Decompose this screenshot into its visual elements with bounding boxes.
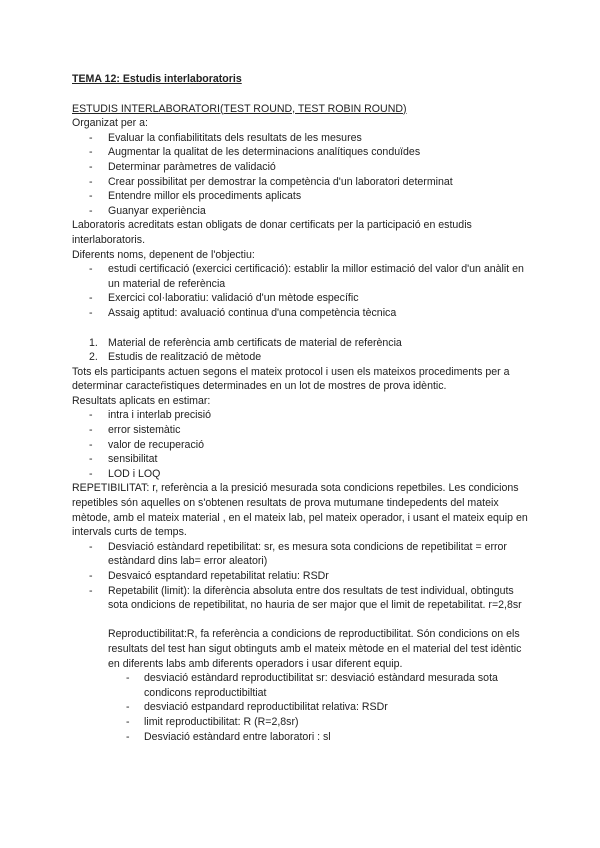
list-item: - Guanyar experiència xyxy=(72,204,532,219)
item-text: Estudis de realització de mètode xyxy=(108,351,262,364)
item-number: 2. xyxy=(89,351,98,364)
item-text: Material de referència amb certificats de material de referència xyxy=(108,336,402,349)
results-intro: Resultats aplicats en estimar: xyxy=(72,394,211,407)
list-item: - Desviació estàndard entre laboratori : sl xyxy=(72,730,532,745)
repetibility-list xyxy=(72,540,532,613)
list-item: - Desvaicó esptandard repetabilitat relatiu: RSDr xyxy=(72,569,532,584)
list-item: - Determinar paràmetres de validació xyxy=(72,160,532,175)
participants-paragraph: Tots els participants actuen segons el mateix protocol i usen els mateixos procediments per a determinar caracteŕistiques determinades en un lot de mostres de prova idèntic. xyxy=(72,365,510,393)
list-item: - Crear possibilitat per demostrar la competència d'un laboratori determinat xyxy=(72,175,532,190)
list-item: - limit reproductibilitat: R (R=2,8sr) xyxy=(72,715,532,730)
repetibility-paragraph: REPETIBILITAT: r, referència a la presició mesurada sota condicions repetbiles. Les condicions repetibles són aquelles on s'obtenen resultats de prova mutumane tindepedents del mateix mètode, amb el mateix material , en el mateix lab, pel mateix operador, i usant el mateix equip en intervals curts de temps. xyxy=(72,482,528,539)
document-title: TEMA 12: Estudis interlaboratoris xyxy=(72,73,242,85)
list-item: - valor de recuperació xyxy=(72,438,532,453)
reproducibility-paragraph: Reproductibilitat:R, fa referència a condicions de reproductibilitat. Són condicions on els resultats del test han sigut obtinguts amb el mateix mètode en el material del test idèntic en diferents labs amb diferents operadors i usar diferent equip. xyxy=(108,628,522,670)
list-item: - sensibilitat xyxy=(72,452,532,467)
results-list xyxy=(72,408,532,481)
section-heading: ESTUDIS INTERLABORATORI(TEST ROUND, TEST ROBIN ROUND) xyxy=(72,102,407,115)
organized-intro: Organizat per a: xyxy=(72,117,148,130)
document-content xyxy=(72,72,532,744)
organized-list xyxy=(72,131,532,219)
list-item: - intra i interlab precisió xyxy=(72,408,532,423)
numbered-item xyxy=(72,350,532,365)
list-item: - Assaig aptitud: avaluació continua d'una competència tècnica xyxy=(72,306,532,321)
blank-line xyxy=(72,613,532,628)
list-item: - LOD i LOQ xyxy=(72,467,532,482)
list-item: - desviació estàndard reproductibilitat sr: desviació estàndard mesurada sota condicons reproductibiltiat xyxy=(72,671,532,700)
names-intro: Diferents noms, depenent de l'objectiu: xyxy=(72,248,255,261)
names-list xyxy=(72,262,532,320)
accredited-paragraph: Laboratoris acreditats estan obligats de donar certificats per la participació en estudis interlaboratoris. xyxy=(72,219,472,246)
list-item: - error sistemàtic xyxy=(72,423,532,438)
reproducibility-list xyxy=(72,671,532,744)
numbered-list xyxy=(72,336,532,365)
list-item: - Desviació estàndard repetibilitat: sr, es mesura sota condicions de repetibilitat = error estàndard dins lab= error aleatori) xyxy=(72,540,532,569)
list-item: - Repetabilit (limit): la diferència absoluta entre dos resultats de test individual, obtinguts sota ondicions de repetibilitat, no hauria de ser major que el limit de repetabilitat. r=2,8sr xyxy=(72,584,532,613)
list-item: - Evaluar la confiabilititats dels resultats de les mesures xyxy=(72,131,532,146)
numbered-item xyxy=(72,336,532,351)
list-item: - Entendre millor els procediments aplicats xyxy=(72,189,532,204)
list-item: - Augmentar la qualitat de les determinacions analítiques conduïdes xyxy=(72,145,532,160)
item-number: 1. xyxy=(89,336,98,349)
list-item: - desviació estpandard reproductibilitat relativa: RSDr xyxy=(72,700,532,715)
list-item: - Exercici col·laboratiu: validació d'un mètode específic xyxy=(72,291,532,306)
list-item: - estudi certificació (exercici certificació): establir la millor estimació del valor d'un anàlit en un material de referència xyxy=(72,262,532,291)
